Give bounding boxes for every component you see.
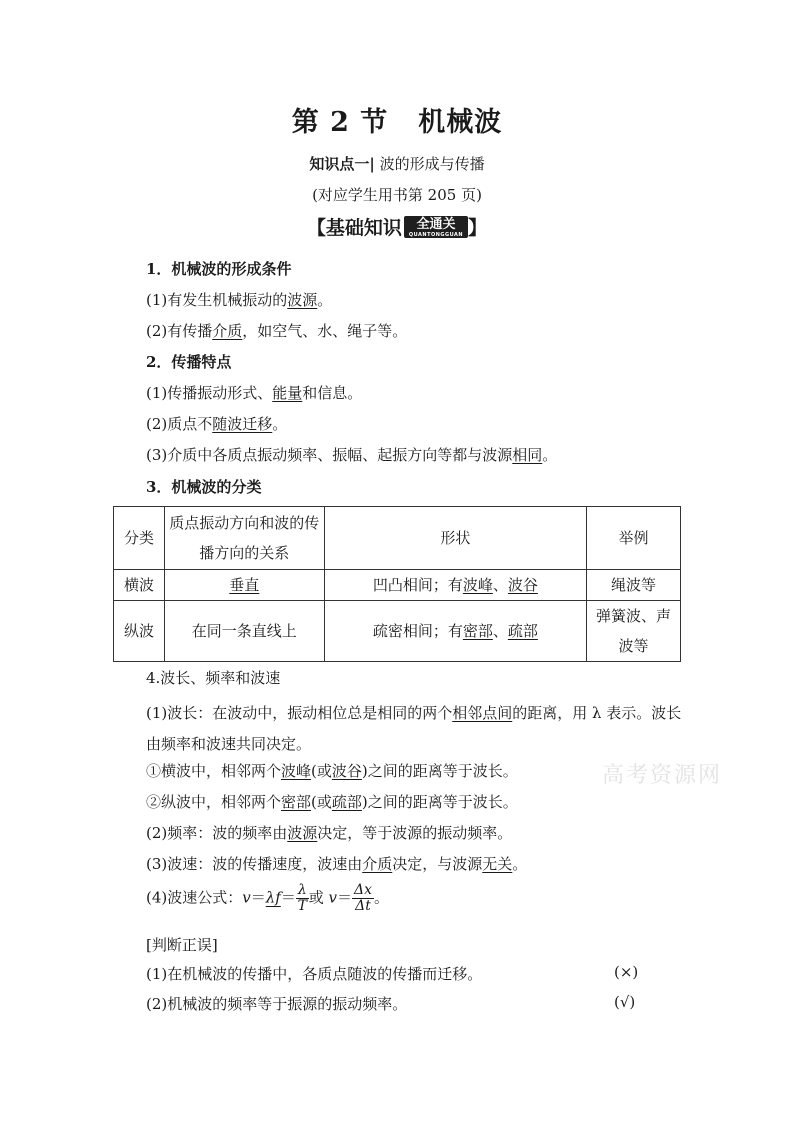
section-3-heading: 3．机械波的分类: [146, 478, 262, 496]
fraction-dx-over-dt: [352, 883, 374, 914]
text: 。: [512, 855, 528, 873]
section-number: 第 2 节: [291, 107, 389, 138]
judge-answer-2: (√): [614, 993, 636, 1011]
s4-paragraph-frequency: [146, 822, 512, 843]
table-row-longitudinal: [114, 601, 681, 662]
section-4-heading: 4.波长、频率和波速: [146, 669, 281, 687]
text: 、: [492, 576, 508, 594]
s2-paragraph-1: [146, 382, 362, 403]
answer-blank: 相同: [512, 446, 543, 464]
cell-relation: 在同一条直线上: [164, 601, 324, 662]
answer-blank: 疏部: [507, 622, 538, 640]
cell-relation: [164, 570, 324, 601]
numerator: Δx: [353, 882, 372, 898]
basic-knowledge-banner: [0, 213, 794, 240]
answer-blank: λf: [265, 888, 281, 907]
watermark: 高考资源网: [602, 763, 723, 788]
judge-question-1: (1)在机械波的传播中，各质点随波的传播而迁移。: [146, 965, 483, 983]
text: ①横波中，相邻两个: [146, 762, 282, 780]
s4-paragraph-transverse: [146, 760, 518, 781]
answer-blank: 介质: [362, 855, 393, 873]
section-2-heading: 2．传播特点: [146, 353, 232, 371]
text: )之间的距离等于波长。: [361, 793, 518, 811]
text: ＝: [250, 888, 266, 907]
text: (3)介质中各质点振动频率、振幅、起振方向等都与波源: [146, 446, 513, 464]
text: )之间的距离等于波长。: [361, 762, 518, 780]
table-header-row: [114, 507, 681, 570]
text: 决定，与波源: [392, 855, 483, 873]
s2-paragraph-3: [146, 444, 557, 465]
text: (2)有传播: [146, 322, 213, 340]
knowledge-point-heading: [0, 153, 794, 174]
text: 、: [492, 622, 508, 640]
s2-paragraph-2: [146, 413, 287, 434]
text: (4)波速公式：: [146, 888, 243, 907]
formula-var: v: [242, 888, 251, 907]
text: 疏密相间；有: [372, 622, 463, 640]
text: ＝: [336, 888, 352, 907]
judge-heading: [判断正误]: [146, 936, 218, 954]
s1-paragraph-2: [146, 320, 407, 341]
answer-blank: 能量: [272, 384, 303, 402]
banner-badge-text: 全通关: [416, 217, 456, 232]
text: (2)频率：波的频率由: [146, 824, 288, 842]
judge-answer-1: (×): [614, 963, 639, 981]
fraction-lambda-over-t: [296, 883, 309, 914]
answer-blank: 随波迁移: [212, 415, 273, 433]
text: 或: [308, 888, 329, 907]
cell-example: [587, 601, 681, 662]
text: 决定，等于波源的振动频率。: [317, 824, 513, 842]
banner-open: 【基础知识: [306, 217, 402, 239]
text: (或: [311, 793, 332, 811]
answer-blank: 波峰: [462, 576, 493, 594]
denominator: T: [297, 898, 307, 914]
header-relation-text: 质点振动方向和波的传播方向的关系: [169, 514, 320, 562]
cell-type: 纵波: [114, 601, 165, 662]
text: ②纵波中，相邻两个: [146, 793, 282, 811]
cell-shape: [324, 570, 586, 601]
answer-blank: 波峰: [281, 762, 312, 780]
answer-blank: 波源: [287, 291, 318, 309]
answer-blank: 介质: [212, 322, 243, 340]
answer-blank: 密部: [281, 793, 312, 811]
text: ，如空气、水、绳子等。: [242, 322, 408, 340]
wave-classification-table: [113, 506, 681, 662]
section-title: 机械波: [418, 107, 503, 138]
s1-paragraph-1: [146, 289, 332, 310]
text: (1)传播振动形式、: [146, 384, 273, 402]
banner-badge: [404, 216, 468, 238]
judge-question-2: (2)机械波的频率等于振源的振动频率。: [146, 995, 408, 1013]
text: (2)质点不: [146, 415, 213, 433]
s4-paragraph-wavelength: [146, 698, 686, 760]
answer-blank: 波谷: [331, 762, 362, 780]
text: ＝: [280, 888, 296, 907]
text: 。: [317, 291, 333, 309]
kp-title: 波的形成与传播: [379, 155, 485, 173]
header-cell-relation: [164, 507, 324, 570]
kp-label: 知识点一|: [309, 155, 375, 173]
text: (或: [311, 762, 332, 780]
text: 的距离，用 λ 表示。波长由频率和波速共同决定。: [146, 704, 682, 753]
numerator: λ: [297, 882, 307, 898]
banner-badge-subtext: QUANTONGGUAN: [408, 232, 464, 238]
text: (1)有发生机械振动的: [146, 291, 288, 309]
denominator: Δt: [355, 898, 371, 914]
cell-type: 横波: [114, 570, 165, 601]
text: 和信息。: [302, 384, 363, 402]
text: 。: [374, 888, 390, 907]
page-reference: (对应学生用书第 205 页): [312, 186, 482, 204]
answer-blank: 相邻点间: [452, 704, 513, 722]
cell-shape: [324, 601, 586, 662]
answer-blank: 密部: [462, 622, 493, 640]
header-cell-shape: 形状: [324, 507, 586, 570]
text: 。: [542, 446, 558, 464]
s4-paragraph-speed: [146, 853, 527, 874]
answer-blank: 波源: [287, 824, 318, 842]
answer-blank: 波谷: [507, 576, 538, 594]
s4-paragraph-formula: [146, 883, 389, 914]
formula-var: v: [328, 888, 337, 907]
text: (3)波速：波的传播速度，波速由: [146, 855, 363, 873]
header-cell-example: 举例: [587, 507, 681, 570]
banner-close: 】: [468, 217, 488, 239]
cell-example: 绳波等: [587, 570, 681, 601]
text: 凹凸相间；有: [372, 576, 463, 594]
text: (1)波长：在波动中，振动相位总是相同的两个: [146, 704, 453, 722]
table-row-transverse: [114, 570, 681, 601]
section-1-heading: 1．机械波的形成条件: [146, 260, 292, 278]
answer-blank: 垂直: [229, 576, 260, 594]
text: 。: [272, 415, 288, 433]
answer-blank: 无关: [482, 855, 513, 873]
answer-blank: 疏部: [331, 793, 362, 811]
example-text: 弹簧波、声波等: [596, 607, 672, 655]
s4-paragraph-longitudinal: [146, 791, 518, 812]
header-cell-type: 分类: [114, 507, 165, 570]
page-title: [0, 100, 794, 139]
